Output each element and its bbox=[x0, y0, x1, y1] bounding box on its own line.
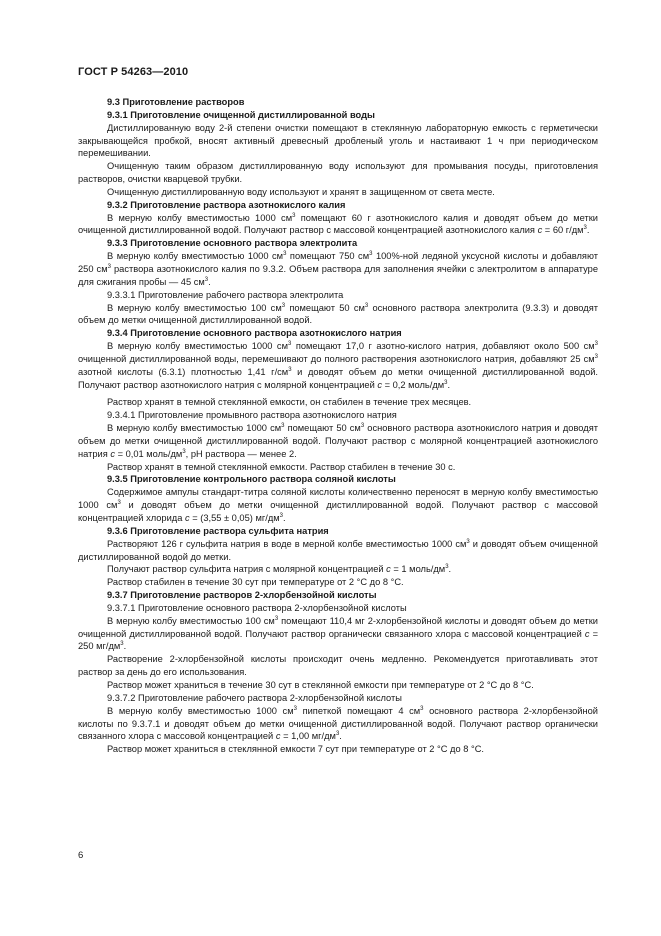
section-heading: 9.3.2 Приготовление раствора азотнокислого калия bbox=[107, 199, 346, 210]
document-body bbox=[78, 96, 598, 756]
section-heading: 9.3.5 Приготовление контрольного раствора соляной кислоты bbox=[107, 474, 396, 485]
page-number: 6 bbox=[78, 850, 84, 861]
section-heading: 9.3.3 Приготовление основного раствора электролита bbox=[107, 238, 358, 249]
paragraph: Содержимое ампулы стандарт-титра соляной кислоты количественно переносят в мерную колбу вместимостью 1000 $см^3$ и доводят объем до метки очищенной дистиллированной водой. Получают раствор с массовой концентрацией хлорида с = (3,55 ± 0,05) $мг/дм^3$. bbox=[78, 487, 598, 523]
paragraph: В мерную колбу вместимостью 1000 $см^3$ помещают 750 $см^3$ 100%-ной ледяной уксусной кислоты и добавляют 250 $см^3$ раствора азотнокислого калия по 9.3.2. Объем раствора для заполнения ячейки с электролитом в аппаратуре для сжигания пробы — 45 $см^3$. bbox=[78, 251, 599, 287]
paragraph: Раствор хранят в темной стеклянной емкости, он стабилен в течение трех месяцев. bbox=[107, 397, 472, 408]
section-heading: 9.3 Приготовление растворов bbox=[107, 97, 245, 107]
paragraph: 9.3.4.1 Приготовление промывного раствора азотнокислого натрия bbox=[107, 410, 397, 421]
paragraph: Растворение 2-хлорбензойной кислоты происходит очень медленно. Рекомендуется приготавливать этот раствор за день до его использования. bbox=[78, 654, 598, 678]
paragraph: В мерную колбу вместимостью 1000 $см^3$ помещают 50 $см^3$ основного раствора азотнокислого натрия и доводят объем до метки очищенной дистиллированной водой. Получают раствор с молярной концентрацией азотнокислого натрия с = 0,01 моль/$дм^3$, рН раствора — менее 2. bbox=[78, 423, 598, 459]
paragraph: Раствор стабилен в течение 30 сут при температуре от 2 °С до 8 °С. bbox=[107, 577, 404, 588]
paragraph: Растворяют 126 г сульфита натрия в воде в мерной колбе вместимостью 1000 $см^3$ и доводят объем очищенной дистиллированной водой до метки. bbox=[78, 538, 598, 562]
paragraph: Раствор может храниться в течение 30 сут в стеклянной емкости при температуре от 2 °С до 8 °С. bbox=[107, 679, 534, 690]
paragraph: Дистиллированную воду 2-й степени очистки помещают в стеклянную лабораторную емкость с герметически закрывающейся пробкой, вносят активный древесный дробленый уголь и настаивают 1 ч при периодическом перемешивании. bbox=[78, 122, 598, 159]
paragraph: Получают раствор сульфита натрия с молярной концентрацией с = 1 моль/$дм^3$. bbox=[107, 564, 452, 575]
paragraph: Раствор хранят в темной стеклянной емкости. Раствор стабилен в течение 30 с. bbox=[107, 461, 456, 472]
paragraph: 9.3.7.1 Приготовление основного раствора 2-хлорбензойной кислоты bbox=[107, 602, 407, 613]
paragraph: Очищенную таким образом дистиллированную воду используют для промывания посуды, приготовления растворов, очистки кварцевой трубки. bbox=[78, 161, 598, 185]
paragraph: В мерную колбу вместимостью 100 $см^3$ помещают 110,4 мг 2-хлорбензойной кислоты и доводят объем до метки очищенной дистиллированной водой. Получают раствор органически связанного хлора с массовой концентрацией с = 250 $мг/дм^3$. bbox=[78, 615, 598, 652]
section-heading: 9.3.6 Приготовление раствора сульфита натрия bbox=[107, 525, 329, 536]
section-heading: 9.3.7 Приготовление растворов 2-хлорбензойной кислоты bbox=[107, 590, 377, 601]
paragraph: В мерную колбу вместимостью 100 $см^3$ помещают 50 $см^3$ основного раствора электролита (9.3.3) и доводят объем до метки очищенной дистиллированной водой. bbox=[78, 302, 598, 326]
paragraph: 9.3.7.2 Приготовление рабочего раствора 2-хлорбензойной кислоты bbox=[107, 692, 402, 703]
paragraph: Очищенную дистиллированную воду используют и хранят в защищенном от света месте. bbox=[107, 186, 495, 197]
paragraph: В мерную колбу вместимостью 1000 $см^3$ помещают 60 г азотнокислого калия и доводят объем до метки очищенной дистиллированной водой. Получают раствор с массовой концентрацией азотнокислого калия с = 60 $г/дм^3$. bbox=[78, 212, 598, 236]
section-heading: 9.3.4 Приготовление основного раствора азотнокислого натрия bbox=[107, 328, 402, 339]
paragraph: В мерную колбу вместимостью 1000 $см^3$ пипеткой помещают 4 $см^3$ основного раствора 2-хлорбензойной кислоты по 9.3.7.1 и доводят объем до метки очищенной дистиллированной водой. Получают раствор органически связанного хлора с массовой концентрацией с = 1,00 $мг/дм^3$. bbox=[78, 705, 598, 742]
section-heading: 9.3.1 Приготовление очищенной дистиллированной воды bbox=[107, 109, 375, 120]
paragraph: Раствор может храниться в стеклянной емкости 7 сут при температуре от 2 °С до 8 °С. bbox=[107, 744, 485, 755]
paragraph: 9.3.3.1 Приготовление рабочего раствора электролита bbox=[107, 289, 344, 300]
standard-header: ГОСТ Р 54263—2010 bbox=[78, 66, 189, 78]
paragraph: В мерную колбу вместимостью 1000 $см^3$ помещают 17,0 г азотно-кислого натрия, добавляют около 500 $см^3$ очищенной дистиллированной воды, перемешивают до полного растворения азотнокислого натрия, добавляют 25 $см^3$ азотной кислоты (6.3.1) плотностью 1,41 $г/см^3$ и доводят объем до метки очищенной дистиллированной водой. Получают раствор азотнокислого натрия с молярной концентрацией с = 0,2 моль/$дм^3$. bbox=[78, 341, 599, 390]
